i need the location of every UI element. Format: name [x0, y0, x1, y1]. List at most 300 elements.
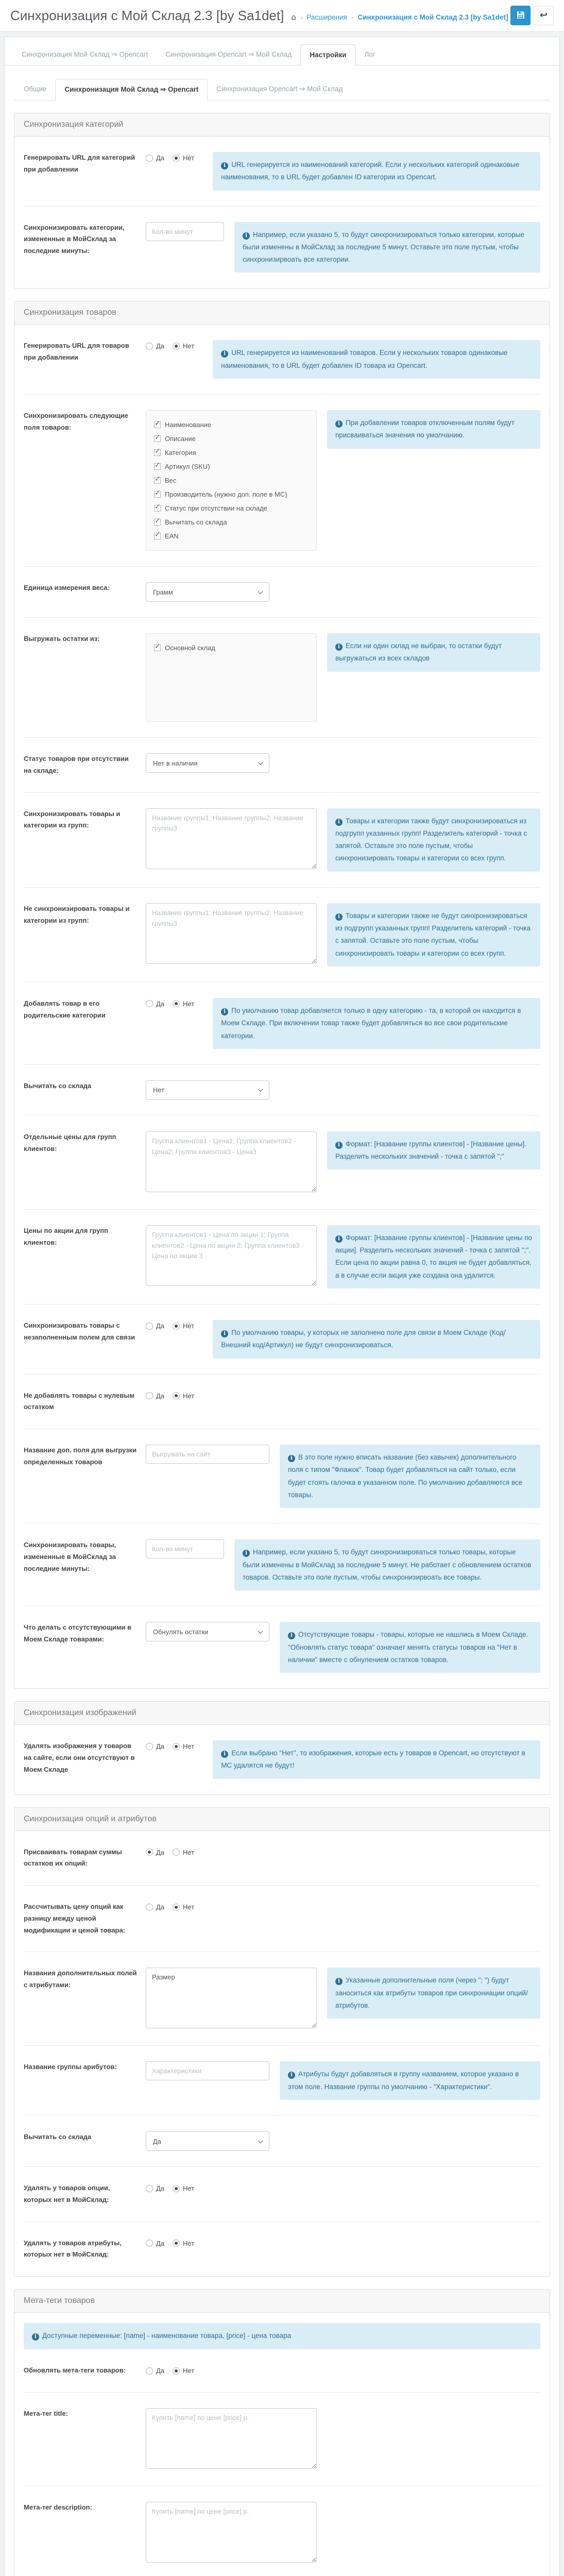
radio-circle-icon	[146, 2185, 153, 2192]
info-note	[213, 1320, 540, 1359]
radio-circle-icon	[146, 2240, 153, 2247]
radio-label: Нет	[183, 1742, 195, 1751]
radio-circle-icon	[146, 1849, 153, 1856]
radio-circle-icon	[173, 2240, 180, 2247]
checkbox-label: Вес	[165, 477, 177, 485]
radio-label: Да	[156, 342, 165, 350]
info-banner-text: Доступные переменные: [name] - наименование товара, [price] - цена товара	[42, 2332, 292, 2340]
radio-option[interactable]	[173, 154, 194, 162]
save-floppy-icon	[517, 11, 525, 21]
field-control	[146, 2131, 269, 2151]
field-control	[146, 903, 317, 965]
field-control	[146, 753, 269, 773]
form-row	[24, 566, 540, 617]
radio-option[interactable]	[146, 2240, 164, 2247]
radio-circle-icon	[146, 2367, 153, 2375]
field-control	[146, 152, 202, 163]
field-label: Не добавлять товары с нулевым остатком	[24, 1391, 134, 1411]
info-text: URL генерируется из наименований товаров. Если у нескольких товаров одинаковые наименования, то в URL будет добавлен ID товара из Opencart.	[221, 349, 508, 369]
section-title: Синхронизация товаров	[14, 301, 550, 325]
field-control	[146, 1622, 269, 1641]
breadcrumb-separator: ›	[300, 13, 303, 21]
radio-circle-icon	[173, 1849, 180, 1856]
field-label: Присваивать товарам суммы остатков их опций:	[24, 1848, 122, 1868]
form-row	[24, 2349, 540, 2392]
radio-option[interactable]	[173, 342, 194, 350]
field-label: Рассчитывать цену опций как разницу между ценой модификации и ценой товара:	[24, 1903, 126, 1934]
info-note	[213, 340, 540, 379]
field-label: Выгружать остатки из:	[24, 635, 100, 643]
radio-option[interactable]	[173, 2367, 194, 2375]
checkbox-icon	[154, 449, 161, 456]
back-button[interactable]	[534, 6, 554, 25]
section-body	[14, 137, 550, 288]
radio-label: Да	[156, 1322, 165, 1330]
form-row	[24, 1523, 540, 1606]
section-body	[14, 325, 550, 1688]
info-note	[327, 633, 540, 672]
form-row	[24, 206, 540, 289]
info-icon: i	[335, 1235, 343, 1243]
info-text: По умолчанию товары, у которых не заполнено поле для связи в Моем Складе (Код/Внешний код/Артикул) не будут синхронизироваться.	[221, 1329, 506, 1349]
checkbox-icon	[154, 435, 161, 442]
tab-secondary-link-0[interactable]: Общие	[24, 85, 47, 93]
info-icon: i	[335, 913, 343, 921]
field-control	[146, 1846, 202, 1858]
radio-label: Да	[156, 999, 165, 1008]
radio-label: Нет	[183, 1903, 195, 1911]
tab-secondary-0	[15, 79, 55, 100]
form-row	[24, 394, 540, 566]
textarea-input[interactable]	[146, 2502, 317, 2563]
field-control	[146, 410, 317, 551]
field-label: Не синхронизировать товары и категории из групп:	[24, 904, 130, 924]
info-note	[327, 1225, 540, 1289]
form-row	[24, 617, 540, 737]
radio-label: Нет	[183, 999, 195, 1008]
radio-circle-icon	[173, 2185, 180, 2192]
info-note	[327, 903, 540, 967]
info-text: В это поле нужно вписать название (без кавычек) дополнительного поля с типом "Флажок". Товар будет добавляться на сайт только, если будет стоять галочка в указанном поле. По умолчанию добавляются все товары.	[288, 1453, 523, 1499]
info-icon: i	[288, 1455, 295, 1462]
radio-option[interactable]	[146, 1742, 164, 1750]
field-control	[146, 1320, 202, 1331]
field-control	[146, 1390, 202, 1401]
select-input[interactable]	[146, 753, 269, 773]
field-control	[146, 808, 317, 871]
info-text: Формат: [Название группы клиентов] - [Название цены]. Разделить нескольких значений - точка с запятой ";"	[335, 1140, 526, 1161]
select-input[interactable]	[146, 1080, 269, 1100]
checkbox-icon	[154, 463, 161, 470]
page-header	[0, 0, 564, 31]
select-value: Обнулять остатки	[153, 1628, 209, 1636]
info-icon: i	[221, 162, 228, 170]
radio-label: Нет	[183, 1322, 195, 1330]
info-note	[280, 1622, 540, 1673]
primary-tabs	[5, 44, 559, 65]
info-text: Например, если указано 5, то будут синхронизироваться только товары, которые были изменены в МойСклад за последние 5 минут. Не работает с обновлением остатков товаров. Оставьте это поле пустым, чтобы синхронизирвоать все товары.	[243, 1548, 532, 1581]
info-text: URL генерируется из наименований категорий. Если у нескольких категорий одинаковые наименования, то в URL будет добавлен ID категории из Opencart.	[221, 161, 520, 181]
chevron-down-icon	[258, 589, 263, 594]
radio-circle-icon	[173, 155, 180, 162]
text-input[interactable]	[146, 1445, 269, 1464]
checkbox-well	[146, 410, 317, 551]
info-text: Формат: [Название группы клиентов] - [Название цены по акции]. Разделить нескольких значений - точка с запятой ";". Если цена по акции равна 0, то акция не будет добавляться, а в случае если акция уже создана она удалится.	[335, 1233, 532, 1279]
home-icon: ⌂	[291, 12, 296, 22]
select-value: Нет	[153, 1086, 165, 1094]
field-label: Вычитать со склада	[24, 1081, 92, 1090]
textarea-input[interactable]	[146, 903, 317, 964]
radio-circle-icon	[146, 1392, 153, 1399]
checkbox-well	[146, 633, 317, 722]
info-note	[327, 808, 540, 872]
textarea-input[interactable]	[146, 808, 317, 869]
checkbox-label: Вычитать со склада	[165, 518, 227, 527]
checkbox-icon	[154, 491, 161, 498]
field-label: Что делать с отсутствующими в Моем Складе товарами:	[24, 1623, 132, 1643]
info-text: Если выбрано "Нет", то изображения, которые есть у товаров в Opencart, но отсутствуют в МС удалятся не будут!	[221, 1749, 525, 1770]
checkbox-option[interactable]	[154, 532, 309, 540]
radio-circle-icon	[173, 343, 180, 350]
checkbox-label: Описание	[165, 435, 196, 443]
checkbox-icon	[154, 645, 161, 651]
radio-label: Да	[156, 1392, 165, 1400]
radio-circle-icon	[173, 1904, 180, 1911]
form-row	[24, 1831, 540, 1886]
field-control	[146, 340, 202, 351]
radio-option[interactable]	[173, 1903, 194, 1911]
breadcrumb-item[interactable]: Синхронизация с Мой Склад 2.3 [by Sa1det]	[357, 13, 508, 21]
checkbox-option[interactable]	[154, 449, 309, 456]
info-text: Товары и категории также будут синхронизироваться из подгрупп указанных групп! Разделитель категорий - точка с запятой. Оставьте это поле пустым, чтобы синхронизировать товары и категории со всех групп.	[335, 817, 527, 862]
form-row	[24, 2222, 540, 2277]
textarea-input[interactable]	[146, 1968, 317, 2028]
textarea-input[interactable]	[146, 1225, 317, 1286]
tab-secondary-link-2[interactable]: Синхронизация Opencart ⇒ Мой Склад	[216, 85, 343, 93]
radio-option[interactable]	[146, 1903, 164, 1911]
select-input[interactable]	[146, 1622, 269, 1641]
text-input[interactable]	[146, 1539, 224, 1558]
select-value: Да	[153, 2137, 162, 2145]
section-panel	[14, 1807, 550, 2277]
form-row	[24, 137, 540, 206]
content-container	[0, 31, 564, 2576]
form-row	[24, 1606, 540, 1688]
field-label: Обновлять мета-теги товаров:	[24, 2366, 126, 2375]
form-row	[24, 1429, 540, 1523]
info-icon: i	[335, 643, 343, 651]
textarea-input[interactable]	[146, 1131, 317, 1192]
header-buttons	[510, 6, 554, 25]
checkbox-label: Артикул (SKU)	[165, 463, 210, 471]
checkbox-option[interactable]	[154, 421, 309, 429]
tab-primary-link-3[interactable]: Лог	[364, 50, 375, 58]
field-label: Названия дополнительных полей с атрибутами:	[24, 1969, 137, 1989]
radio-circle-icon	[173, 1000, 180, 1007]
field-label: Цены по акции для групп клиентов:	[24, 1226, 109, 1246]
info-text: Например, если указано 5, то будут синхронизироваться только категории, которые были изменены в МойСклад за последние 5 минут. Оставьте это поле пустым, чтобы синхронизирвоать все категории.	[243, 230, 524, 264]
info-text: Отсутствующие товары - товары, которые не нашлись в Моем Складе. "Обновлять статус товара" означает менять статусы товаров на "Нет в наличии" вместе с обнулением остатков товаров.	[288, 1631, 528, 1664]
radio-circle-icon	[146, 1000, 153, 1007]
info-note	[327, 1968, 540, 2019]
field-control	[146, 582, 269, 602]
chevron-down-icon	[258, 760, 263, 765]
radio-option[interactable]	[146, 1000, 164, 1008]
field-control	[146, 1131, 317, 1194]
section-body	[14, 2323, 550, 2576]
info-note	[327, 1131, 540, 1170]
info-icon: i	[221, 1751, 228, 1758]
info-icon: i	[243, 232, 250, 240]
section-panel	[14, 2289, 550, 2576]
chevron-down-icon	[258, 2138, 263, 2143]
info-icon: i	[335, 819, 343, 826]
form-row	[24, 2115, 540, 2166]
checkbox-option[interactable]	[154, 644, 309, 652]
field-control	[146, 2502, 317, 2564]
info-icon: i	[335, 420, 343, 428]
form-row	[24, 887, 540, 982]
select-input[interactable]	[146, 2131, 269, 2151]
radio-option[interactable]	[146, 1849, 164, 1856]
radio-circle-icon	[173, 1743, 180, 1750]
field-label: Генерировать URL для категорий при добавлении	[24, 154, 135, 173]
radio-circle-icon	[173, 1323, 180, 1330]
field-label: Отдельные цены для групп клиентов:	[24, 1132, 116, 1153]
radio-label: Да	[156, 154, 165, 162]
field-control	[146, 1740, 202, 1752]
checkbox-option[interactable]	[154, 490, 309, 498]
section-body	[14, 1831, 550, 2276]
radio-option[interactable]	[146, 154, 164, 162]
section-title: Мета-теги товаров	[14, 2290, 550, 2313]
field-label: Название доп. поля для выгрузки определенных товаров	[24, 1446, 137, 1466]
info-icon: i	[32, 2333, 39, 2341]
info-note	[327, 410, 540, 449]
checkbox-icon	[154, 519, 161, 526]
checkbox-option[interactable]	[154, 518, 309, 526]
info-icon: i	[221, 1330, 228, 1337]
radio-circle-icon	[146, 1904, 153, 1911]
checkbox-label: EAN	[165, 532, 179, 540]
form-row	[24, 1885, 540, 1952]
section-title: Синхронизация опций и атрибутов	[14, 1808, 550, 1831]
radio-label: Да	[156, 2239, 165, 2247]
radio-option[interactable]	[173, 1392, 194, 1400]
field-label: Удалять у товаров атрибуты, которых нет в МойСклад:	[24, 2239, 122, 2259]
radio-circle-icon	[146, 343, 153, 350]
form-row	[24, 1209, 540, 1304]
field-control	[146, 1901, 202, 1912]
undo-arrow-icon: ↩	[539, 10, 548, 21]
info-text: Товары и категории также не будут синхронизироваться из подгрупп указанных групп! Разделитель категорий - точка с запятой. Оставьте это поле пустым, чтобы синхронизировать товары и категории со всех групп.	[335, 911, 531, 957]
textarea-input[interactable]	[146, 2408, 317, 2469]
tab-secondary-1	[55, 79, 208, 100]
radio-label: Да	[156, 1848, 165, 1856]
radio-label: Да	[156, 1903, 165, 1911]
field-label: Добавлять товар в его родительские категории	[24, 999, 106, 1019]
select-value: Грамм	[153, 588, 173, 596]
tab-content	[5, 65, 559, 2576]
form-row	[24, 2392, 540, 2486]
radio-label: Да	[156, 2367, 165, 2375]
checkbox-option[interactable]	[154, 477, 309, 484]
section-body	[14, 1725, 550, 1794]
checkbox-option[interactable]	[154, 504, 309, 512]
select-value: Нет в наличии	[153, 759, 198, 767]
field-control	[146, 222, 224, 241]
field-control	[146, 2182, 202, 2194]
info-icon: i	[243, 1550, 250, 1557]
form-row	[24, 2166, 540, 2222]
radio-option[interactable]	[173, 1849, 194, 1856]
info-text: При добавлении товаров отключенным полям будут присваиваться значения по умолчанию.	[335, 419, 515, 439]
radio-label: Нет	[183, 1848, 195, 1856]
section-panel	[14, 113, 550, 289]
field-control	[146, 2408, 317, 2470]
info-text: Если ни один склад не выбран, то остатки будут выгружаться из всех складов	[335, 642, 502, 663]
info-note	[213, 998, 540, 1049]
tab-primary-link-2[interactable]: Настройки	[300, 44, 355, 65]
tab-primary-0	[13, 44, 157, 65]
form-row	[24, 1064, 540, 1115]
select-input[interactable]	[146, 582, 269, 602]
radio-circle-icon	[146, 155, 153, 162]
radio-label: Нет	[183, 1392, 195, 1400]
tab-primary-1	[157, 44, 300, 65]
field-control	[146, 1225, 317, 1287]
checkbox-icon	[154, 421, 161, 428]
radio-label: Нет	[183, 2184, 195, 2193]
tab-secondary-link-1[interactable]: Синхронизация Мой Склад ⇒ Opencart	[55, 79, 208, 100]
field-control	[146, 998, 202, 1009]
main-panel	[4, 37, 560, 2576]
radio-option[interactable]	[173, 2184, 194, 2192]
field-label: Вычитать со склада	[24, 2133, 92, 2141]
radio-label: Нет	[183, 154, 195, 162]
radio-option[interactable]	[146, 1322, 164, 1330]
field-label: Генерировать URL для товаров при добавлении	[24, 342, 129, 362]
checkbox-label: Категория	[165, 449, 196, 457]
field-label: Мета-тег title:	[24, 2410, 68, 2418]
radio-option[interactable]	[146, 2367, 164, 2375]
checkbox-label: Наименование	[165, 421, 212, 429]
tab-primary-2	[300, 44, 355, 65]
chevron-down-icon	[258, 1629, 263, 1634]
checkbox-icon	[154, 533, 161, 539]
text-input[interactable]	[146, 222, 224, 241]
form-row	[24, 737, 540, 792]
form-row	[24, 982, 540, 1064]
form-row	[24, 1374, 540, 1429]
tab-secondary-2	[208, 79, 351, 100]
info-icon: i	[335, 1978, 343, 1985]
save-button[interactable]	[510, 6, 531, 25]
settings-sections	[14, 113, 550, 2576]
checkbox-label: Производитель (нужно доп. поле в МС)	[165, 490, 287, 499]
info-note	[234, 1539, 540, 1590]
tab-primary-link-0[interactable]: Синхронизация Мой Склад ⇒ Opencart	[22, 50, 148, 58]
field-label: Мета-тег description:	[24, 2503, 92, 2512]
tab-primary-link-1[interactable]: Синхронизация Opencart ⇒ Мой Склад	[165, 50, 292, 58]
radio-label: Да	[156, 2184, 165, 2193]
form-row	[24, 1952, 540, 2045]
field-label: Синхронизировать следующие поля товаров:	[24, 412, 129, 431]
radio-option[interactable]	[146, 342, 164, 350]
info-text: Атрибуты будут добавляться в группу названием, которое указано в этом поле. Название группы по умолчанию - "Характеристики".	[288, 2070, 519, 2091]
field-control	[146, 633, 317, 722]
radio-option[interactable]	[173, 1000, 194, 1008]
checkbox-label: Основной склад	[165, 644, 215, 652]
secondary-tabs	[14, 79, 550, 100]
info-note	[280, 1445, 540, 1508]
tab-primary-3	[356, 44, 384, 65]
form-row	[24, 1304, 540, 1374]
radio-option[interactable]	[146, 1392, 164, 1400]
field-label: Удалять у товаров опции, которых нет в МойСклад:	[24, 2184, 110, 2204]
field-label: Синхронизировать категории, измененные в МойСклад за последние минуты:	[24, 223, 125, 255]
field-control	[146, 1445, 269, 1464]
field-label: Название группы арибутов:	[24, 2063, 117, 2071]
breadcrumb-home-link[interactable]	[291, 12, 296, 22]
info-text: По умолчанию товар добавляется только в одну категорию - та, в которой он находится в Моем Складе. При включении товар также будет добавляться во все свои родительские категории.	[221, 1006, 521, 1040]
radio-option[interactable]	[173, 1322, 194, 1330]
info-text: Указанные дополнительные поля (через "; ") будут заноситься как атрибуты товаров при синхрониации опций/атрибутов.	[335, 1976, 528, 2010]
section-panel	[14, 1701, 550, 1795]
field-control	[146, 1968, 317, 2030]
form-row	[24, 792, 540, 887]
checkbox-icon	[154, 477, 161, 484]
section-panel	[14, 301, 550, 1689]
radio-circle-icon	[173, 2367, 180, 2375]
section-title: Синхронизация изображений	[14, 1702, 550, 1725]
section-title: Синхронизация категорий	[14, 113, 550, 137]
field-label: Единица измерения веса:	[24, 584, 110, 592]
radio-option[interactable]	[146, 2184, 164, 2192]
info-note	[234, 222, 540, 273]
checkbox-option[interactable]	[154, 435, 309, 443]
field-label: Синхронизировать товары и категории из групп:	[24, 809, 121, 829]
form-row	[24, 325, 540, 394]
radio-option[interactable]	[173, 1742, 194, 1750]
field-label: Синхронизировать товары с незаполненным полем для связи	[24, 1321, 135, 1341]
field-label: Статус товаров при отсутствии на складе:	[24, 755, 129, 774]
checkbox-label: Статус при отсутствии на складе	[165, 504, 267, 513]
checkbox-option[interactable]	[154, 463, 309, 470]
field-control	[146, 2365, 202, 2376]
form-row	[24, 2486, 540, 2576]
breadcrumb	[291, 12, 508, 22]
info-banner	[24, 2323, 540, 2349]
form-row	[24, 2045, 540, 2115]
info-icon: i	[288, 2072, 295, 2079]
field-label: Синхронизировать товары, измененные в МойСклад за последние минуты:	[24, 1541, 116, 1572]
radio-label: Нет	[183, 2367, 195, 2375]
radio-circle-icon	[146, 1323, 153, 1330]
info-icon: i	[335, 1142, 343, 1149]
info-note	[280, 2061, 540, 2100]
info-note	[213, 1740, 540, 1779]
breadcrumb-separator: ›	[351, 13, 354, 21]
info-icon: i	[221, 350, 228, 358]
breadcrumb-item[interactable]: Расширения	[306, 13, 347, 21]
radio-label: Да	[156, 1742, 165, 1751]
radio-option[interactable]	[173, 2240, 194, 2247]
info-icon: i	[288, 1632, 295, 1639]
field-label: Удалять изображения у товаров на сайте, если они отсутствуют в Моем Складе	[24, 1742, 135, 1773]
page-title: Синхронизация с Мой Склад 2.3 [by Sa1det]	[10, 7, 284, 23]
radio-circle-icon	[146, 1743, 153, 1750]
